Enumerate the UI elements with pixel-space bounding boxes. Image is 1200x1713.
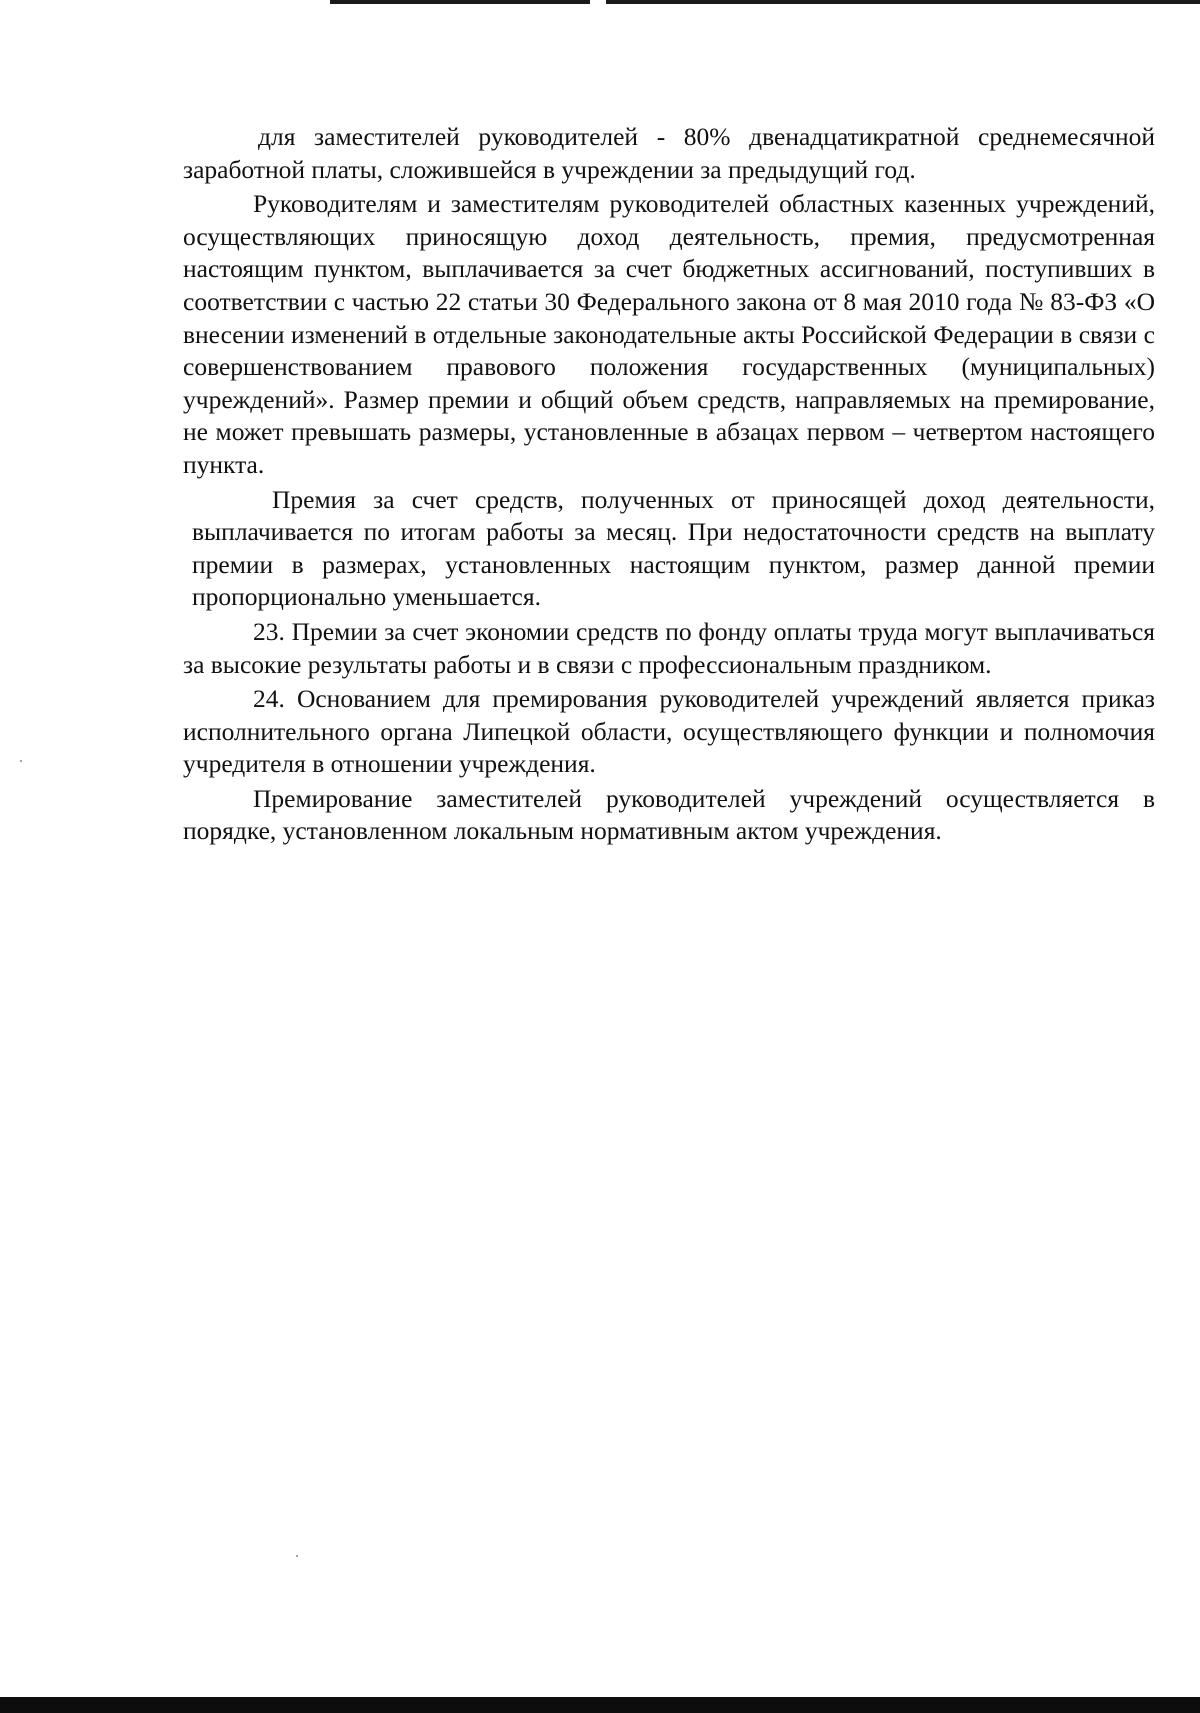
scan-edge-top-left	[330, 0, 590, 4]
scan-edge-top-right	[606, 0, 1200, 4]
paragraph-23-payroll-savings: 23. Премии за счет экономии средств по фонду оплаты труда могут выплачиваться за высокие результаты работы и в связи с профессиональным праздником.	[183, 616, 1155, 679]
scan-speck	[20, 760, 22, 762]
scan-edge-bottom	[0, 1697, 1200, 1713]
paragraph-budget-allocations: Руководителям и заместителям руководителей областных казенных учреждений, осуществляющих приносящую доход деятельность, премия, предусмотренная настоящим пунктом, выплачивается за счет бюджетных ассигнований, поступивших в соответствии с частью 22 статьи 30 Федерального закона от 8 мая 2010 года № 83-ФЗ «О внесении изменений в отдельные законодательные акты Российской Федерации в связи с совершенствованием правового положения государственных (муниципальных) учреждений». Размер премии и общий объем средств, направляемых на премирование, не может превышать размеры, установленные в абзацах первом – четвертом настоящего пункта.	[183, 189, 1155, 479]
paragraph-income-activity-bonus: Премия за счет средств, полученных от приносящей доход деятельности, выплачивается по итогам работы за месяц. При недостаточности средств на выплату премии в размерах, установленных настоящим пунктом, размер данной премии пропорционально уменьшается.	[192, 484, 1155, 612]
paragraph-deputy-bonus-order: Премирование заместителей руководителей учреждений осуществляется в порядке, установленном локальным нормативным актом учреждения.	[183, 783, 1155, 846]
document-body	[183, 121, 1155, 850]
scan-speck	[296, 1555, 298, 1557]
paragraph-continuation: для заместителей руководителей - 80% двенадцатикратной среднемесячной заработной платы, сложившейся в учреждении за предыдущий год.	[183, 122, 1155, 184]
paragraph-24-bonus-grounds: 24. Основанием для премирования руководителей учреждений является приказ исполнительного органа Липецкой области, осуществляющего функции и полномочия учредителя в отношении учреждения.	[183, 684, 1155, 779]
